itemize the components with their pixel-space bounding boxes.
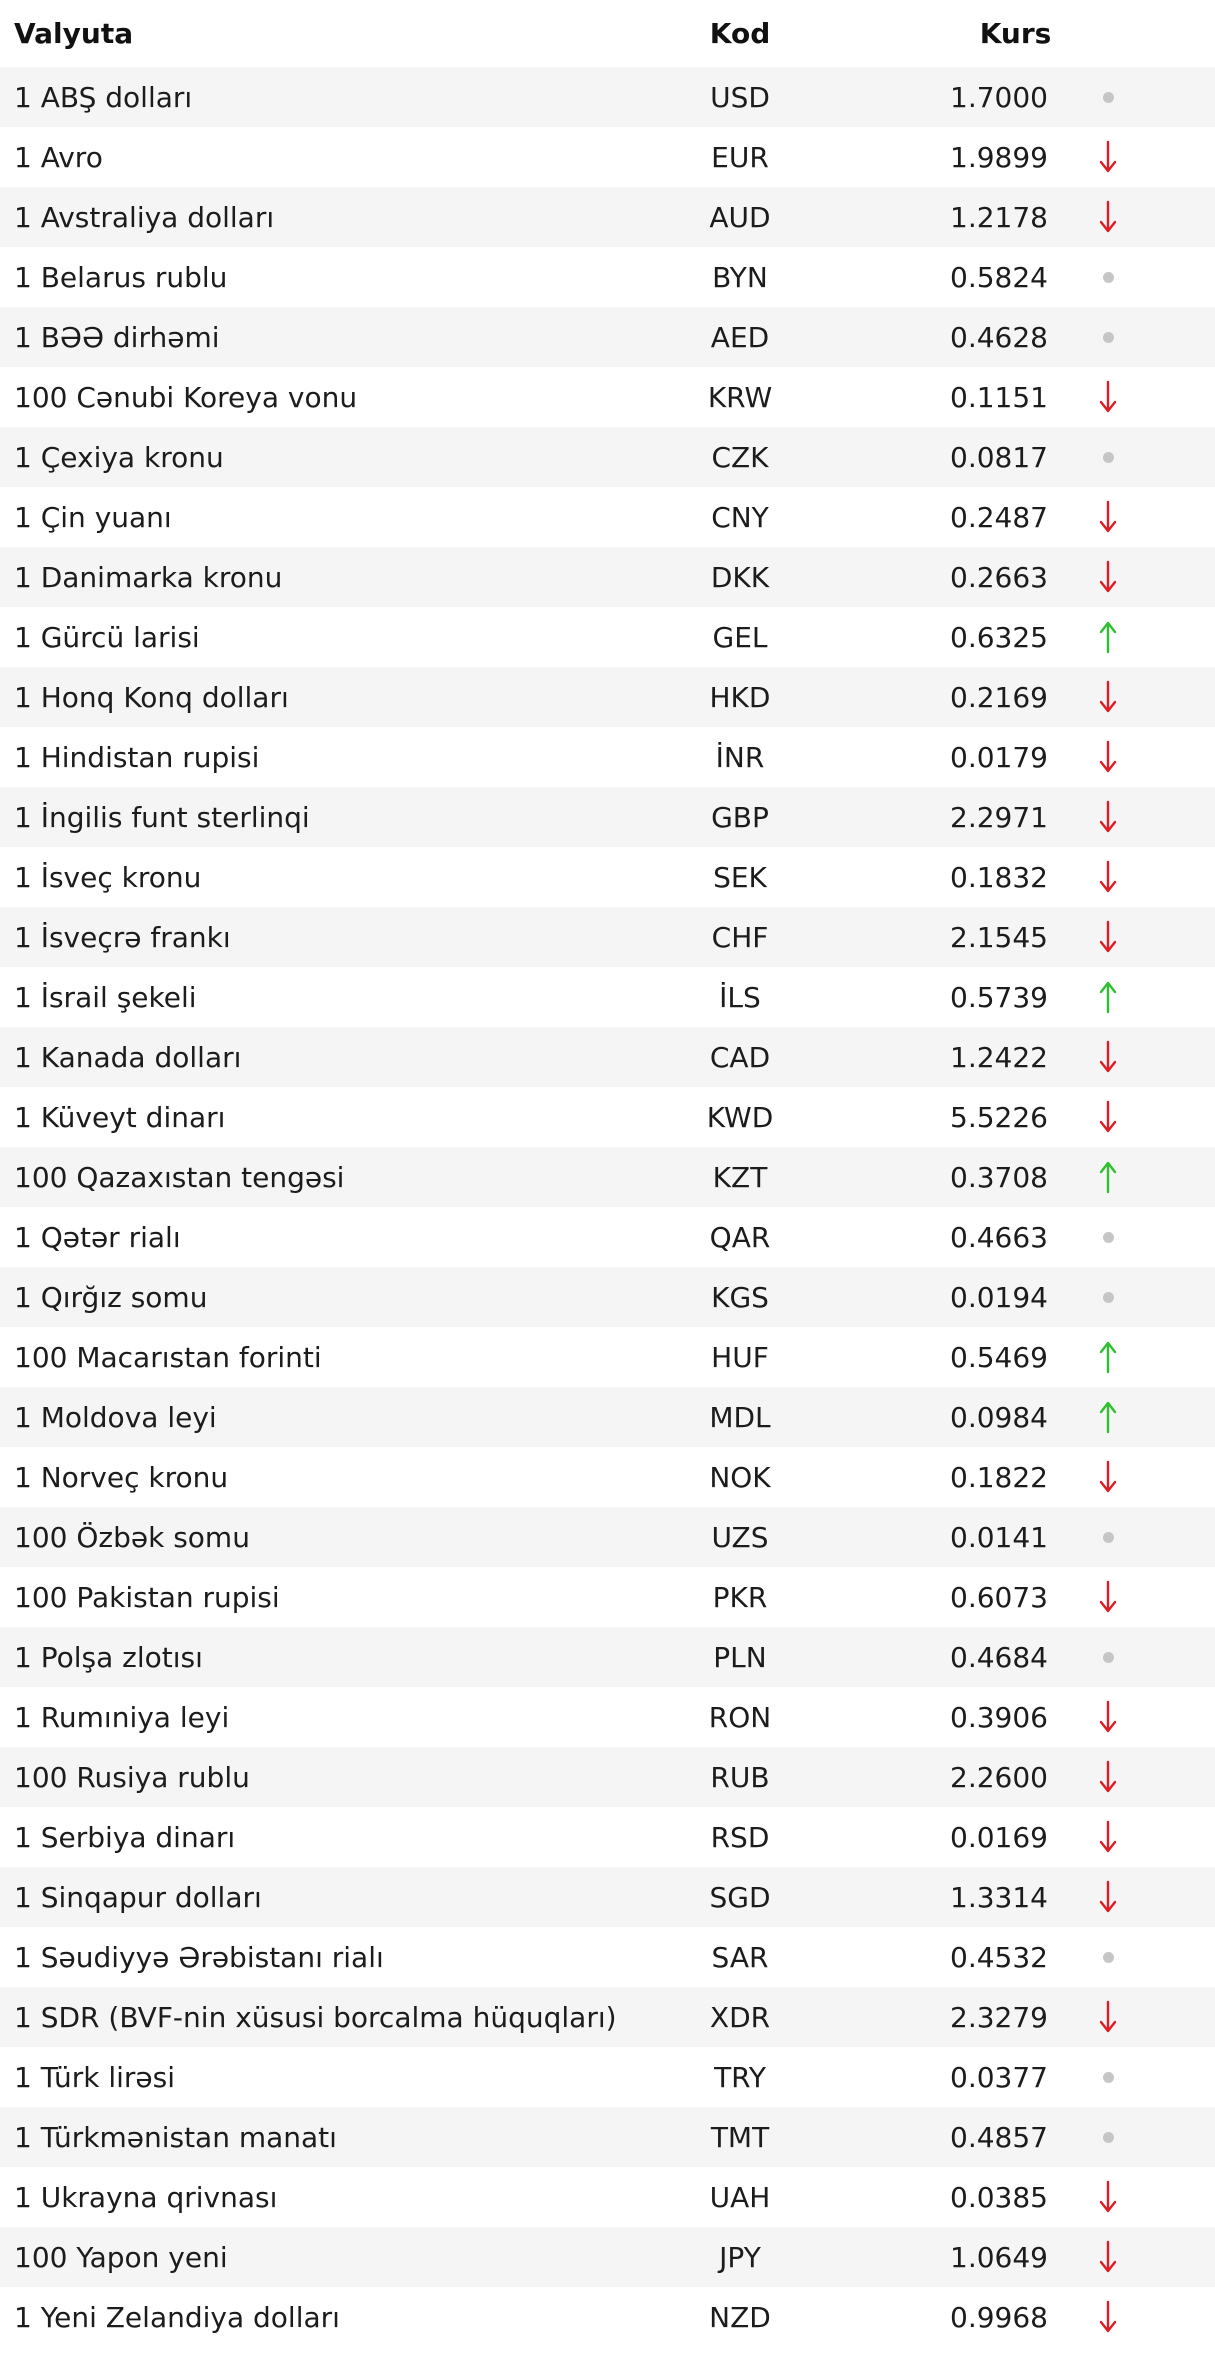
table-header xyxy=(0,0,1215,67)
currency-rate: 0.4663 xyxy=(950,1220,1048,1254)
arrow-down-icon xyxy=(1096,2239,1120,2275)
table-row xyxy=(0,247,1215,307)
trend-cell xyxy=(1048,679,1168,715)
trend-cell xyxy=(1048,1159,1168,1195)
trend-cell xyxy=(1048,1759,1168,1795)
currency-rate: 0.0817 xyxy=(950,440,1048,474)
currency-name: 100 Cənubi Koreya vonu xyxy=(14,380,358,414)
currency-rate: 0.0385 xyxy=(950,2180,1048,2214)
currency-code: AUD xyxy=(709,200,771,234)
arrow-down-icon xyxy=(1096,1759,1120,1795)
currency-code: KGS xyxy=(711,1280,769,1314)
currency-rate: 1.2178 xyxy=(950,200,1048,234)
currency-code: MDL xyxy=(709,1400,771,1434)
currency-rate: 1.2422 xyxy=(950,1040,1048,1074)
trend-cell xyxy=(1048,2072,1168,2083)
currency-name: 1 Qətər rialı xyxy=(14,1220,181,1254)
currency-name: 1 Rumıniya leyi xyxy=(14,1700,230,1734)
arrow-down-icon xyxy=(1096,1459,1120,1495)
arrow-down-icon xyxy=(1096,379,1120,415)
trend-cell xyxy=(1048,452,1168,463)
trend-cell xyxy=(1048,92,1168,103)
table-row xyxy=(0,1207,1215,1267)
arrow-up-icon xyxy=(1096,979,1120,1015)
arrow-down-icon xyxy=(1096,1699,1120,1735)
currency-rate: 0.4857 xyxy=(950,2120,1048,2154)
currency-name: 1 Qırğız somu xyxy=(14,1280,208,1314)
no-change-dot-icon xyxy=(1103,272,1114,283)
currency-code: CAD xyxy=(709,1040,771,1074)
currency-code: HKD xyxy=(709,680,771,714)
currency-name: 1 Yeni Zelandiya dolları xyxy=(14,2300,340,2334)
currency-rate: 0.1822 xyxy=(950,1460,1048,1494)
table-row xyxy=(0,1867,1215,1927)
table-row xyxy=(0,1447,1215,1507)
trend-cell xyxy=(1048,619,1168,655)
trend-cell xyxy=(1048,199,1168,235)
currency-code: NZD xyxy=(709,2300,771,2334)
currency-rate: 0.4684 xyxy=(950,1640,1048,1674)
currency-code: BYN xyxy=(712,260,768,294)
currency-rate: 0.6073 xyxy=(950,1580,1048,1614)
header-currency: Valyuta xyxy=(14,17,134,50)
currency-code: CHF xyxy=(711,920,769,954)
currency-name: 1 Sinqapur dolları xyxy=(14,1880,262,1914)
currency-rate: 1.9899 xyxy=(950,140,1048,174)
trend-cell xyxy=(1048,2299,1168,2335)
currency-name: 1 Türkmənistan manatı xyxy=(14,2120,337,2154)
trend-cell xyxy=(1048,1652,1168,1663)
trend-cell xyxy=(1048,2239,1168,2275)
currency-name: 1 Serbiya dinarı xyxy=(14,1820,236,1854)
currency-name: 1 Polşa zlotısı xyxy=(14,1640,203,1674)
currency-name: 1 Belarus rublu xyxy=(14,260,228,294)
currency-rate: 2.3279 xyxy=(950,2000,1048,2034)
trend-cell xyxy=(1048,379,1168,415)
currency-rate: 0.4532 xyxy=(950,1940,1048,1974)
currency-rate: 0.1151 xyxy=(950,380,1048,414)
currency-code: KZT xyxy=(712,1160,768,1194)
currency-rate: 2.1545 xyxy=(950,920,1048,954)
arrow-down-icon xyxy=(1096,1999,1120,2035)
table-row xyxy=(0,1147,1215,1207)
trend-cell xyxy=(1048,559,1168,595)
table-row xyxy=(0,67,1215,127)
currency-code: CZK xyxy=(711,440,769,474)
table-row xyxy=(0,1267,1215,1327)
table-row xyxy=(0,547,1215,607)
currency-rate: 0.5469 xyxy=(950,1340,1048,1374)
trend-cell xyxy=(1048,139,1168,175)
table-row xyxy=(0,1927,1215,1987)
trend-cell xyxy=(1048,1099,1168,1135)
currency-name: 1 Moldova leyi xyxy=(14,1400,217,1434)
trend-cell xyxy=(1048,499,1168,535)
trend-cell xyxy=(1048,2179,1168,2215)
currency-name: 1 SDR (BVF-nin xüsusi borcalma hüquqları) xyxy=(14,2000,617,2034)
table-row xyxy=(0,667,1215,727)
currency-rate: 0.5824 xyxy=(950,260,1048,294)
currency-rate: 0.0984 xyxy=(950,1400,1048,1434)
currency-rate: 0.3708 xyxy=(950,1160,1048,1194)
table-row xyxy=(0,2167,1215,2227)
currency-name: 1 Honq Konq dolları xyxy=(14,680,289,714)
trend-cell xyxy=(1048,272,1168,283)
currency-name: 1 Çin yuanı xyxy=(14,500,172,534)
table-row xyxy=(0,2047,1215,2107)
currency-name: 1 İsveç kronu xyxy=(14,860,202,894)
table-row xyxy=(0,487,1215,547)
no-change-dot-icon xyxy=(1103,2132,1114,2143)
arrow-down-icon xyxy=(1096,1879,1120,1915)
table-row xyxy=(0,607,1215,667)
currency-rate: 5.5226 xyxy=(950,1100,1048,1134)
currency-code: AED xyxy=(710,320,770,354)
currency-rate: 1.0649 xyxy=(950,2240,1048,2274)
currency-name: 1 İngilis funt sterlinqi xyxy=(14,800,310,834)
table-row xyxy=(0,1567,1215,1627)
table-row xyxy=(0,787,1215,847)
no-change-dot-icon xyxy=(1103,1952,1114,1963)
arrow-down-icon xyxy=(1096,679,1120,715)
trend-cell xyxy=(1048,1952,1168,1963)
currency-rate: 2.2971 xyxy=(950,800,1048,834)
table-row xyxy=(0,727,1215,787)
currency-code: SGD xyxy=(709,1880,771,1914)
table-row xyxy=(0,367,1215,427)
table-row xyxy=(0,1387,1215,1447)
currency-name: 1 İsveçrə frankı xyxy=(14,920,231,954)
table-row xyxy=(0,1987,1215,2047)
arrow-down-icon xyxy=(1096,559,1120,595)
currency-rate: 0.2487 xyxy=(950,500,1048,534)
trend-cell xyxy=(1048,332,1168,343)
currency-name: 1 Norveç kronu xyxy=(14,1460,229,1494)
currency-rate: 0.0179 xyxy=(950,740,1048,774)
currency-code: XDR xyxy=(709,2000,771,2034)
currency-rate: 2.2600 xyxy=(950,1760,1048,1794)
trend-cell xyxy=(1048,1999,1168,2035)
currency-code: JPY xyxy=(719,2240,761,2274)
arrow-down-icon xyxy=(1096,2179,1120,2215)
trend-cell xyxy=(1048,919,1168,955)
trend-cell xyxy=(1048,1819,1168,1855)
table-body xyxy=(0,67,1215,2347)
currency-name: 1 Ukrayna qrivnası xyxy=(14,2180,278,2214)
currency-name: 1 Çexiya kronu xyxy=(14,440,224,474)
trend-cell xyxy=(1048,1459,1168,1495)
currency-name: 1 Danimarka kronu xyxy=(14,560,283,594)
currency-code: İNR xyxy=(715,740,765,774)
table-row xyxy=(0,2227,1215,2287)
arrow-down-icon xyxy=(1096,1819,1120,1855)
header-code: Kod xyxy=(709,17,771,50)
arrow-down-icon xyxy=(1096,859,1120,895)
table-row xyxy=(0,967,1215,1027)
arrow-down-icon xyxy=(1096,199,1120,235)
currency-code: SEK xyxy=(713,860,767,894)
currency-code: RON xyxy=(708,1700,772,1734)
no-change-dot-icon xyxy=(1103,1532,1114,1543)
arrow-down-icon xyxy=(1096,1099,1120,1135)
currency-name: 1 Avro xyxy=(14,140,103,174)
currency-name: 100 Qazaxıstan tengəsi xyxy=(14,1160,345,1194)
currency-name: 1 Hindistan rupisi xyxy=(14,740,260,774)
currency-code: İLS xyxy=(719,980,761,1014)
currency-code: DKK xyxy=(710,560,770,594)
currency-rate: 0.0377 xyxy=(950,2060,1048,2094)
arrow-down-icon xyxy=(1096,739,1120,775)
currency-code: GEL xyxy=(712,620,768,654)
no-change-dot-icon xyxy=(1103,1232,1114,1243)
currency-name: 1 ABŞ dolları xyxy=(14,80,193,114)
currency-code: EUR xyxy=(711,140,769,174)
table-row xyxy=(0,1627,1215,1687)
currency-name: 1 BƏƏ dirhəmi xyxy=(14,320,220,354)
no-change-dot-icon xyxy=(1103,92,1114,103)
currency-name: 1 Avstraliya dolları xyxy=(14,200,275,234)
currency-name: 100 Macarıstan forinti xyxy=(14,1340,322,1374)
currency-code: KWD xyxy=(706,1100,774,1134)
trend-cell xyxy=(1048,1579,1168,1615)
arrow-down-icon xyxy=(1096,2299,1120,2335)
currency-rate: 0.2169 xyxy=(950,680,1048,714)
trend-cell xyxy=(1048,799,1168,835)
currency-rate: 0.1832 xyxy=(950,860,1048,894)
no-change-dot-icon xyxy=(1103,452,1114,463)
arrow-up-icon xyxy=(1096,1399,1120,1435)
arrow-down-icon xyxy=(1096,919,1120,955)
currency-code: KRW xyxy=(707,380,773,414)
table-row xyxy=(0,187,1215,247)
trend-cell xyxy=(1048,1232,1168,1243)
trend-cell xyxy=(1048,1532,1168,1543)
currency-name: 1 Küveyt dinarı xyxy=(14,1100,226,1134)
currency-code: HUF xyxy=(711,1340,769,1374)
currency-rate: 0.6325 xyxy=(950,620,1048,654)
table-row xyxy=(0,1807,1215,1867)
currency-name: 100 Özbək somu xyxy=(14,1520,250,1554)
currency-rate: 0.0169 xyxy=(950,1820,1048,1854)
currency-name: 1 Səudiyyə Ərəbistanı rialı xyxy=(14,1940,384,1974)
currency-code: RSD xyxy=(710,1820,770,1854)
currency-code: GBP xyxy=(711,800,769,834)
trend-cell xyxy=(1048,859,1168,895)
currency-code: RUB xyxy=(710,1760,770,1794)
trend-cell xyxy=(1048,1699,1168,1735)
table-row xyxy=(0,427,1215,487)
currency-code: TRY xyxy=(714,2060,766,2094)
currency-rate: 0.0141 xyxy=(950,1520,1048,1554)
arrow-down-icon xyxy=(1096,139,1120,175)
arrow-up-icon xyxy=(1096,1159,1120,1195)
table-row xyxy=(0,1087,1215,1147)
currency-code: USD xyxy=(710,80,770,114)
no-change-dot-icon xyxy=(1103,332,1114,343)
arrow-down-icon xyxy=(1096,1039,1120,1075)
arrow-down-icon xyxy=(1096,1579,1120,1615)
arrow-up-icon xyxy=(1096,1339,1120,1375)
arrow-up-icon xyxy=(1096,619,1120,655)
trend-cell xyxy=(1048,979,1168,1015)
table-row xyxy=(0,127,1215,187)
table-row xyxy=(0,1687,1215,1747)
currency-name: 1 Türk lirəsi xyxy=(14,2060,176,2094)
table-row xyxy=(0,1747,1215,1807)
no-change-dot-icon xyxy=(1103,1292,1114,1303)
arrow-down-icon xyxy=(1096,799,1120,835)
table-row xyxy=(0,1507,1215,1567)
table-row xyxy=(0,307,1215,367)
currency-name: 1 Kanada dolları xyxy=(14,1040,242,1074)
trend-cell xyxy=(1048,739,1168,775)
currency-name: 1 Gürcü larisi xyxy=(14,620,200,654)
currency-rate: 1.3314 xyxy=(950,1880,1048,1914)
no-change-dot-icon xyxy=(1103,2072,1114,2083)
currency-rate: 0.2663 xyxy=(950,560,1048,594)
trend-cell xyxy=(1048,1879,1168,1915)
table-row xyxy=(0,1327,1215,1387)
trend-cell xyxy=(1048,1339,1168,1375)
table-row xyxy=(0,2287,1215,2347)
arrow-down-icon xyxy=(1096,499,1120,535)
trend-cell xyxy=(1048,2132,1168,2143)
currency-rate: 1.7000 xyxy=(950,80,1048,114)
table-row xyxy=(0,847,1215,907)
currency-code: PKR xyxy=(712,1580,768,1614)
currency-code: SAR xyxy=(711,1940,769,1974)
no-change-dot-icon xyxy=(1103,1652,1114,1663)
currency-rate: 0.5739 xyxy=(950,980,1048,1014)
currency-code: PLN xyxy=(713,1640,767,1674)
currency-name: 1 İsrail şekeli xyxy=(14,980,197,1014)
trend-cell xyxy=(1048,1039,1168,1075)
currency-code: CNY xyxy=(711,500,769,534)
currency-code: UZS xyxy=(711,1520,769,1554)
currency-rate: 0.0194 xyxy=(950,1280,1048,1314)
currency-name: 100 Rusiya rublu xyxy=(14,1760,250,1794)
table-row xyxy=(0,2107,1215,2167)
currency-code: TMT xyxy=(710,2120,770,2154)
table-row xyxy=(0,907,1215,967)
currency-rate: 0.3906 xyxy=(950,1700,1048,1734)
header-rate: Kurs xyxy=(979,17,1052,50)
currency-code: NOK xyxy=(709,1460,771,1494)
trend-cell xyxy=(1048,1292,1168,1303)
currency-code: UAH xyxy=(709,2180,771,2214)
currency-name: 100 Pakistan rupisi xyxy=(14,1580,280,1614)
currency-name: 100 Yapon yeni xyxy=(14,2240,228,2274)
trend-cell xyxy=(1048,1399,1168,1435)
currency-code: QAR xyxy=(709,1220,771,1254)
currency-rate: 0.9968 xyxy=(950,2300,1048,2334)
table-row xyxy=(0,1027,1215,1087)
currency-rate: 0.4628 xyxy=(950,320,1048,354)
